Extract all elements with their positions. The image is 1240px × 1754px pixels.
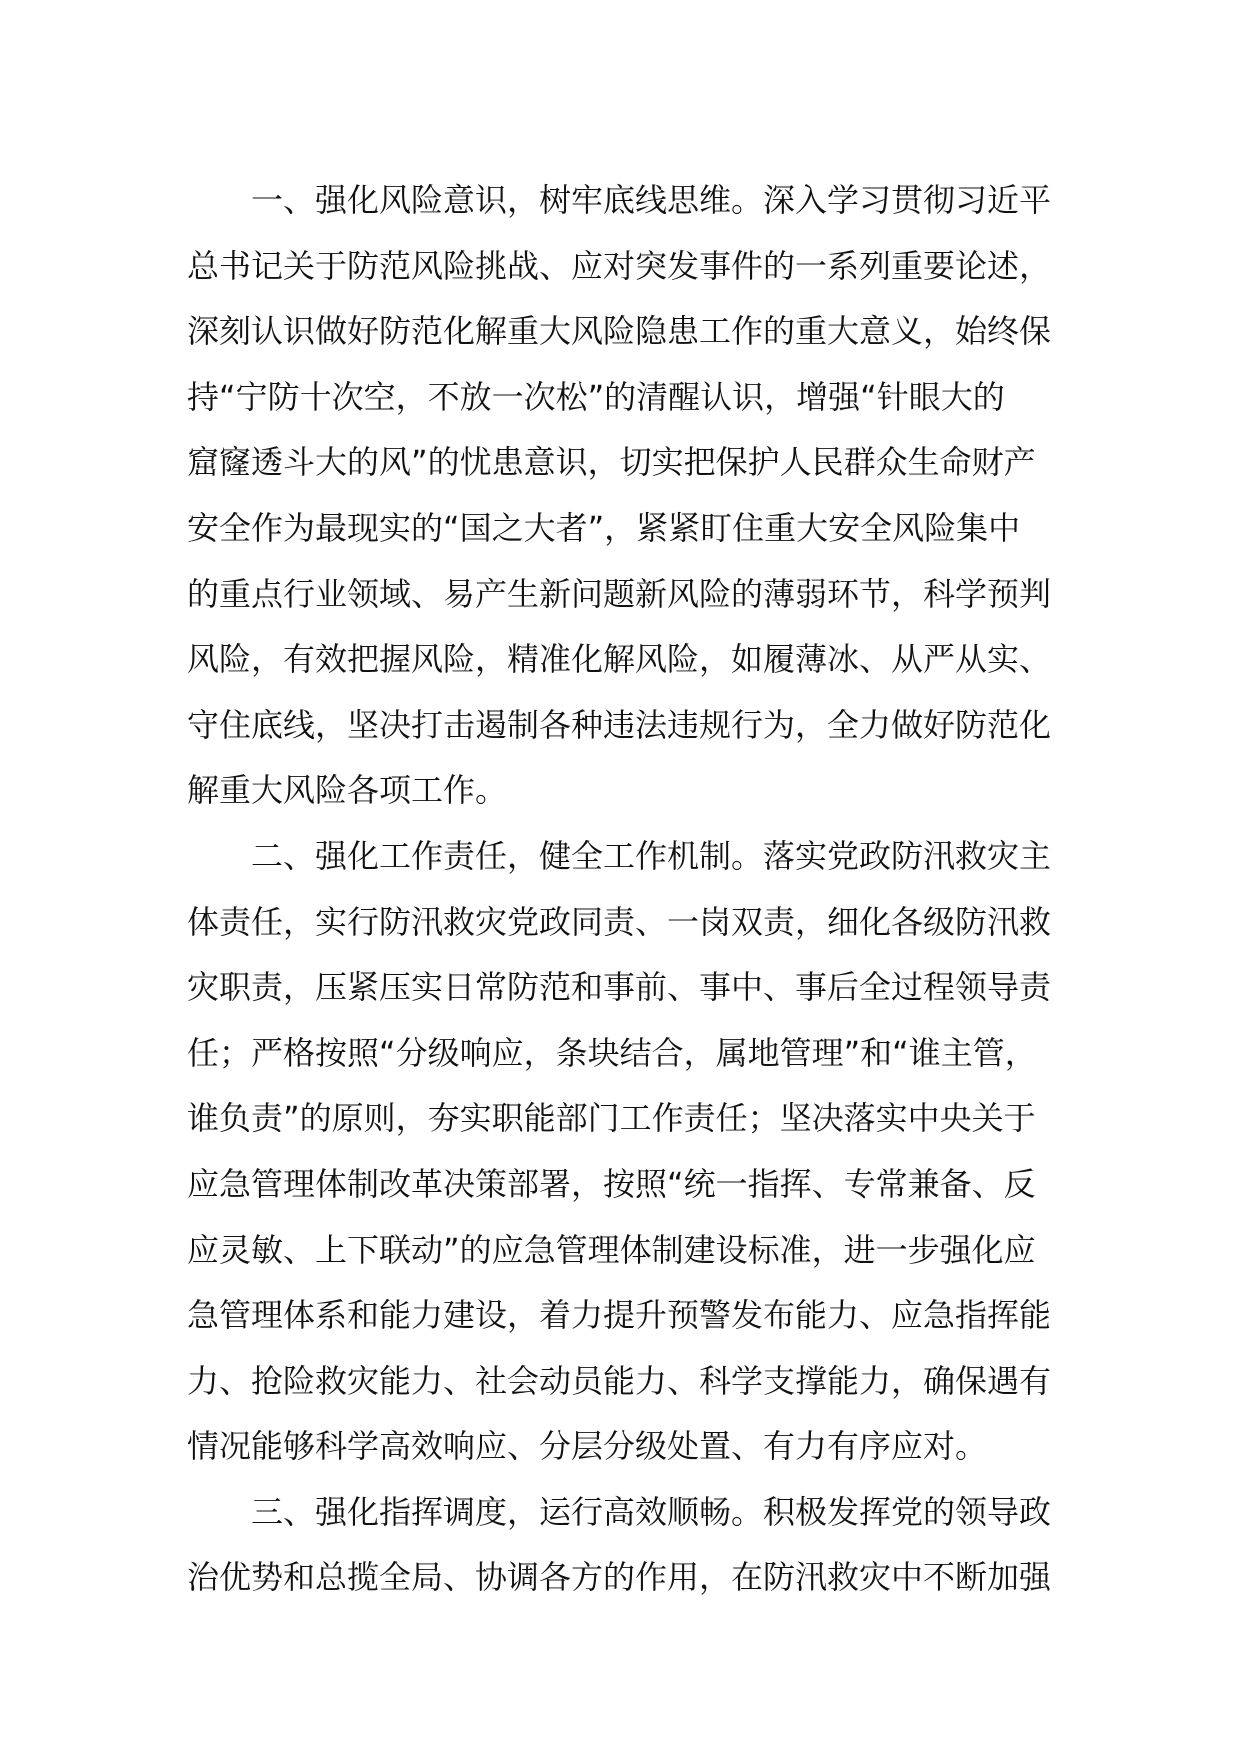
text-line: 风险，有效把握风险，精准化解风险，如履薄冰、从严从实、 bbox=[187, 640, 1052, 679]
text-line: 深刻认识做好防范化解重大风险隐患工作的重大意义，始终保 bbox=[187, 312, 1052, 351]
text-line: 谁负责”的原则，夯实职能部门工作责任；坚决落实中央关于 bbox=[187, 1099, 1036, 1138]
text-line: 任；严格按照“分级响应，条块结合，属地管理”和“谁主管， bbox=[187, 1033, 1037, 1072]
text-line: 持“宁防十次空，不放一次松”的清醒认识，增强“针眼大的 bbox=[187, 377, 1005, 416]
text-line: 总书记关于防范风险挑战、应对突发事件的一系列重要论述， bbox=[187, 246, 1052, 285]
text-line: 急管理体系和能力建设，着力提升预警发布能力、应急指挥能 bbox=[187, 1296, 1052, 1335]
text-line: 安全作为最现实的“国之大者”，紧紧盯住重大安全风险集中 bbox=[187, 508, 1021, 547]
text-line: 力、抢险救灾能力、社会动员能力、科学支撑能力，确保遇有 bbox=[187, 1361, 1052, 1400]
document-body bbox=[187, 168, 1067, 1611]
text-line: 窟窿透斗大的风”的忧患意识，切实把保护人民群众生命财产 bbox=[187, 443, 1036, 482]
text-line-section-1-heading: 一、强化风险意识，树牢底线思维。深入学习贯彻习近平 bbox=[251, 181, 1052, 219]
text-line: 解重大风险各项工作。 bbox=[187, 771, 508, 810]
text-line: 守住底线，坚决打击遏制各种违法违规行为，全力做好防范化 bbox=[187, 705, 1052, 744]
text-line: 的重点行业领域、易产生新问题新风险的薄弱环节，科学预判 bbox=[187, 574, 1052, 613]
text-line: 应急管理体制改革决策部署，按照“统一指挥、专常兼备、反 bbox=[187, 1164, 1036, 1203]
text-line: 灾职责，压紧压实日常防范和事前、事中、事后全过程领导责 bbox=[187, 968, 1052, 1007]
text-line: 情况能够科学高效响应、分层分级处置、有力有序应对。 bbox=[187, 1427, 988, 1466]
text-line-section-3-heading: 三、强化指挥调度，运行高效顺畅。积极发挥党的领导政 bbox=[251, 1492, 1052, 1531]
text-line: 体责任，实行防汛救灾党政同责、一岗双责，细化各级防汛救 bbox=[187, 902, 1052, 941]
text-line: 治优势和总揽全局、协调各方的作用，在防汛救灾中不断加强 bbox=[187, 1558, 1052, 1597]
text-line-section-2-heading: 二、强化工作责任，健全工作机制。落实党政防汛救灾主 bbox=[251, 836, 1052, 875]
text-line: 应灵敏、上下联动”的应急管理体制建设标准，进一步强化应 bbox=[187, 1230, 1036, 1269]
